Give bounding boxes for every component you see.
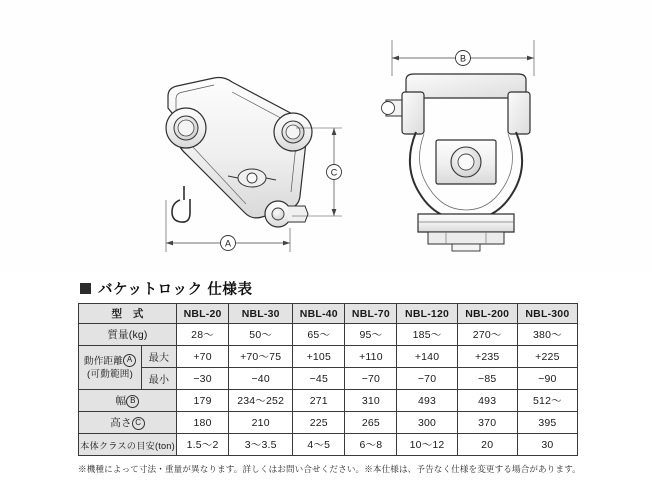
rowlabel-class: 本体クラスの目安(ton) (79, 434, 177, 456)
spec-table-wrap (78, 303, 578, 456)
cell-height-3: 265 (345, 412, 397, 434)
cell-class-4: 10～12 (397, 434, 457, 456)
cell-width-3: 310 (345, 390, 397, 412)
cell-min-2: −45 (293, 368, 345, 390)
cell-mass-1: 50～ (229, 324, 293, 346)
cell-max-5: +235 (457, 346, 517, 368)
cell-class-0: 1.5～2 (177, 434, 229, 456)
cell-mass-0: 28～ (177, 324, 229, 346)
cell-min-5: −85 (457, 368, 517, 390)
header-nbl-200: NBL-200 (457, 304, 517, 324)
spec-table (78, 303, 578, 456)
header-nbl-20: NBL-20 (177, 304, 229, 324)
cell-class-6: 30 (517, 434, 577, 456)
square-bullet-icon (80, 283, 91, 294)
svg-text:C: C (330, 167, 338, 178)
cell-width-2: 271 (293, 390, 345, 412)
header-nbl-40: NBL-40 (293, 304, 345, 324)
cell-height-5: 370 (457, 412, 517, 434)
cell-class-1: 3～3.5 (229, 434, 293, 456)
header-nbl-120: NBL-120 (397, 304, 457, 324)
table-header-row (79, 304, 578, 324)
cell-class-3: 6～8 (345, 434, 397, 456)
cell-min-0: −30 (177, 368, 229, 390)
cell-width-4: 493 (397, 390, 457, 412)
rowlabel-travel-main: 動作距離 A (84, 356, 136, 367)
cell-max-4: +140 (397, 346, 457, 368)
header-nbl-30: NBL-30 (229, 304, 293, 324)
cell-width-6: 512～ (517, 390, 577, 412)
side-view (382, 40, 535, 251)
sublabel-max: 最大 (142, 346, 177, 368)
header-nbl-300: NBL-300 (517, 304, 577, 324)
rowlabel-height-text: 高さ (110, 417, 132, 429)
cell-width-0: 179 (177, 390, 229, 412)
callout-b-inline: B (126, 395, 139, 408)
table-row-width (79, 390, 578, 412)
rowlabel-travel-sub: (可動範囲) (87, 368, 133, 380)
table-row-height (79, 412, 578, 434)
cell-min-1: −40 (229, 368, 293, 390)
rowlabel-travel (79, 346, 142, 390)
svg-text:B: B (459, 53, 467, 64)
cell-mass-6: 380～ (517, 324, 577, 346)
cell-width-5: 493 (457, 390, 517, 412)
sublabel-min: 最小 (142, 368, 177, 390)
cell-max-3: +110 (345, 346, 397, 368)
cell-max-6: +225 (517, 346, 577, 368)
dimension-b (392, 40, 534, 76)
cell-class-2: 4～5 (293, 434, 345, 456)
header-model: 型 式 (79, 304, 177, 324)
cell-class-5: 20 (457, 434, 517, 456)
section-title: バケットロック 仕様表 (98, 282, 253, 298)
cell-max-1: +70～75 (229, 346, 293, 368)
rowlabel-width (79, 390, 177, 412)
callout-a-inline: A (123, 354, 136, 367)
cell-height-4: 300 (397, 412, 457, 434)
svg-text:A: A (224, 238, 232, 249)
table-row-class (79, 434, 578, 456)
cell-height-6: 395 (517, 412, 577, 434)
rowlabel-width-text: 幅 (115, 395, 127, 407)
section-heading (80, 278, 253, 299)
table-row-travel-max (79, 346, 578, 368)
cell-min-4: −70 (397, 368, 457, 390)
front-view (166, 78, 342, 253)
callout-c-inline: C (132, 417, 145, 430)
cell-mass-5: 270～ (457, 324, 517, 346)
rowlabel-height (79, 412, 177, 434)
cell-min-3: −70 (345, 368, 397, 390)
table-row-travel-min (79, 368, 578, 390)
cell-min-6: −90 (517, 368, 577, 390)
cell-mass-2: 65～ (293, 324, 345, 346)
cell-mass-4: 185～ (397, 324, 457, 346)
cell-height-0: 180 (177, 412, 229, 434)
header-nbl-70: NBL-70 (345, 304, 397, 324)
cell-height-1: 210 (229, 412, 293, 434)
cell-mass-3: 95～ (345, 324, 397, 346)
cell-height-2: 225 (293, 412, 345, 434)
footnote: ※機種によって寸法・重量が異なります。詳しくはお問い合せください。※本仕様は、予告なく仕様を変更する場合があります。 (78, 464, 581, 474)
rowlabel-mass: 質量(kg) (79, 324, 177, 346)
cell-max-0: +70 (177, 346, 229, 368)
cell-width-1: 234～252 (229, 390, 293, 412)
table-row-mass (79, 324, 578, 346)
cell-max-2: +105 (293, 346, 345, 368)
